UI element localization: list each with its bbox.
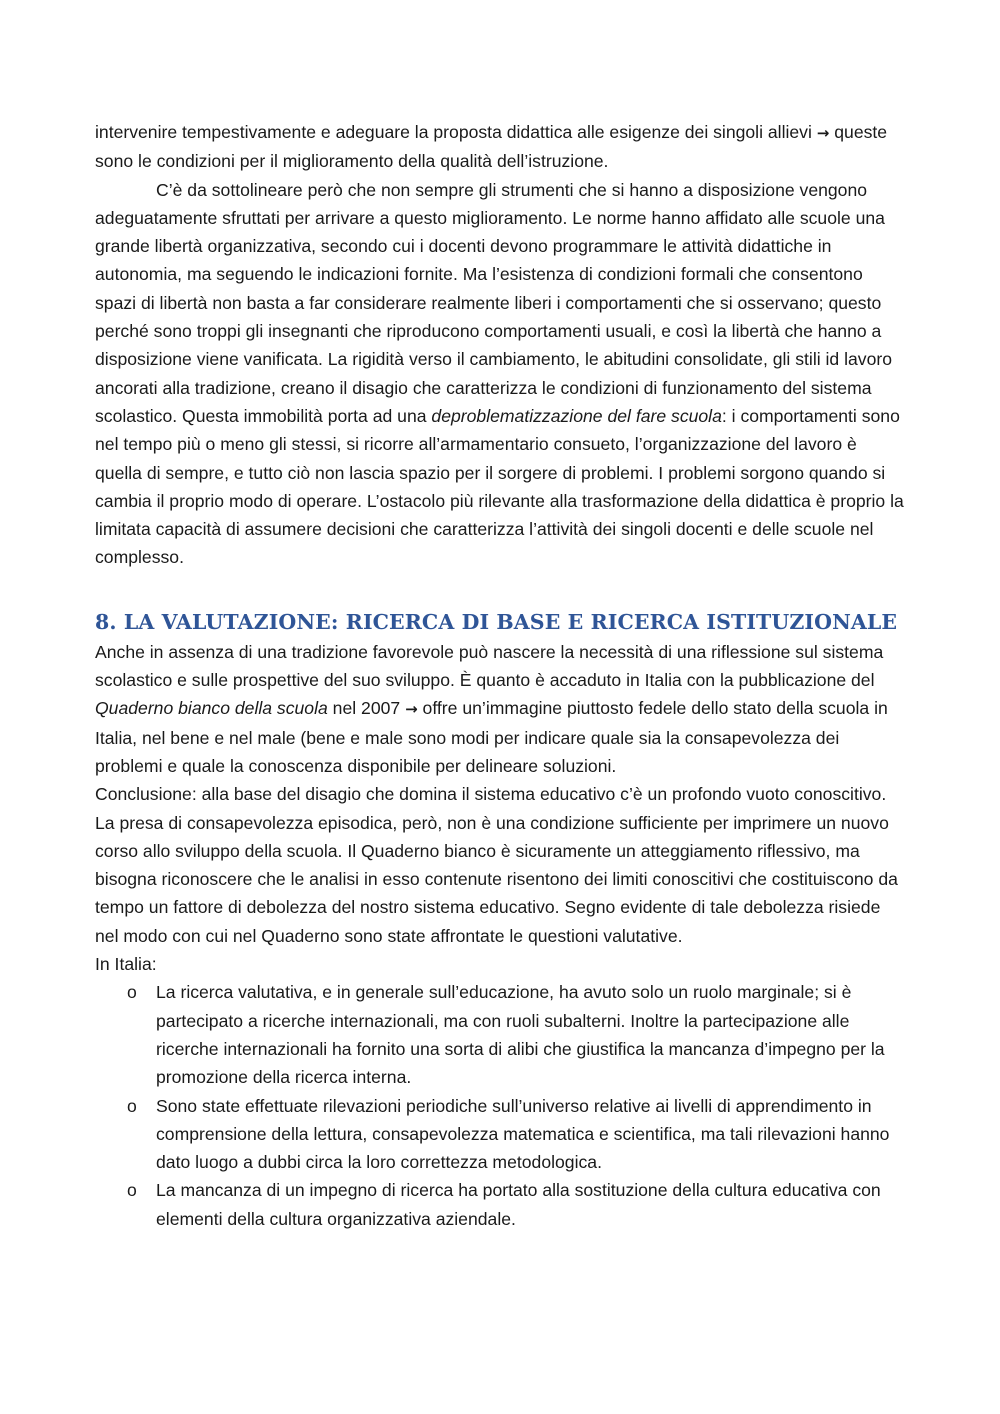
paragraph-intro [95,118,907,176]
paragraph-intro-text-2: queste sono le condizioni per il miglioramento della qualità dell’istruzione. [95,122,888,172]
paragraph-quaderno [95,638,907,780]
section-heading: 8. LA VALUTAZIONE: RICERCA DI BASE E RICERCA ISTITUZIONALE [95,609,898,634]
bullet-marker-icon: o [127,982,137,1003]
paragraph-quaderno-text-2: nel 2007 [327,698,406,719]
list-item-text: La mancanza di un impegno di ricerca ha portato alla sostituzione della cultura educativa con elementi della cultura organizzativa aziendale. [156,1180,881,1229]
list-item [95,978,907,1091]
paragraph-quaderno-text-3: offre un’immagine piuttosto fedele dello stato della scuola in Italia, nel bene e nel male (bene e male sono modi per indicare quale sia la consapevolezza dei problemi e quale la conoscenza disponibile per delineare soluzioni. [95,698,888,776]
right-arrow-icon: → [405,700,418,719]
list-intro: In Italia: [95,954,157,975]
page-content [95,118,907,1233]
list-item [95,1092,907,1177]
list-item [95,1176,907,1233]
paragraph-rigidity-text-2: : i comportamenti sono nel tempo più o meno gli stessi, si ricorre all’armamentario consueto, l’organizzazione del lavoro è quella di sempre, e tutto ciò non lascia spazio per il sorgere di problemi. I problemi sorgono quando si cambia il proprio modo di operare. L’ostacolo più rilevante alla trasformazione della didattica è proprio la limitata capacità di assumere decisioni che caratterizza l’attività dei singoli docenti e delle scuole nel complesso. [95,405,904,568]
paragraph-intro-text-1: intervenire tempestivamente e adeguare la proposta didattica alle esigenze dei singoli allievi [95,122,817,142]
bullet-list [95,978,907,1233]
paragraph-rigidity [95,176,907,572]
bullet-marker-icon: o [127,1095,137,1116]
paragraph-rigidity-text-1: C’è da sottolineare però che non sempre gli strumenti che si hanno a disposizione vengono adeguatamente sfruttati per arrivare a questo miglioramento. Le norme hanno affidato alle scuole una grande libertà organizzativa, secondo cui i docenti devono programmare le attività didattiche in autonomia, ma seguendo le indicazioni fornite. Ma l’esistenza di condizioni formali che consentono spazi di libertà non basta a far considerare realmente liberi i comportamenti che si osservano; questo perché sono troppi gli insegnanti che riproducono comportamenti usuali, e così la libertà che hanno a disposizione viene vanificata. La rigidità verso il cambiamento, le abitudini consolidate, gli stili id lavoro ancorati alla tradizione, creano il disagio che caratterizza le condizioni di funzionamento del sistema scolastico. Questa immobilità porta ad una [95,179,893,426]
bullet-marker-icon: o [127,1180,137,1201]
list-item-text: Sono state effettuate rilevazioni periodiche sull’universo relative ai livelli di apprendimento in comprensione della lettura, consapevolezza matematica e scientifica, ma tali rilevazioni hanno dato luogo a dubbi circa la loro correttezza metodologica. [156,1095,890,1173]
paragraph-rigidity-italic: deproblematizzazione del fare scuola [431,405,722,426]
paragraph-quaderno-text-1: Anche in assenza di una tradizione favorevole può nascere la necessità di una riflessione sul sistema scolastico e sulle prospettive del suo sviluppo. È quanto è accaduto in Italia con la pubblicazione del [95,641,884,691]
right-arrow-icon: → [816,124,830,142]
paragraph-conclusion: Conclusione: alla base del disagio che domina il sistema educativo c’è un profondo vuoto conoscitivo. La presa di consapevolezza episodica, però, non è una condizione sufficiente per imprimere un nuovo corso allo sviluppo della scuola. Il Quaderno bianco è sicuramente un atteggiamento riflessivo, ma bisogna riconoscere che le analisi in esso contenute risentono dei limiti conoscitivi che costituiscono da tempo un fattore di debolezza del nostro sistema educativo. Segno evidente di tale debolezza risiede nel modo con cui nel Quaderno sono state affrontate le questioni valutative. [95,784,898,946]
paragraph-quaderno-italic: Quaderno bianco della scuola [95,698,328,719]
list-item-text: La ricerca valutativa, e in generale sull’educazione, ha avuto solo un ruolo marginale; si è partecipato a ricerche internazionali, ma con ruoli subalterni. Inoltre la partecipazione alle ricerche internazionali ha fornito una sorta di alibi che giustifica la mancanza d’impegno per la promozione della ricerca interna. [156,982,885,1088]
